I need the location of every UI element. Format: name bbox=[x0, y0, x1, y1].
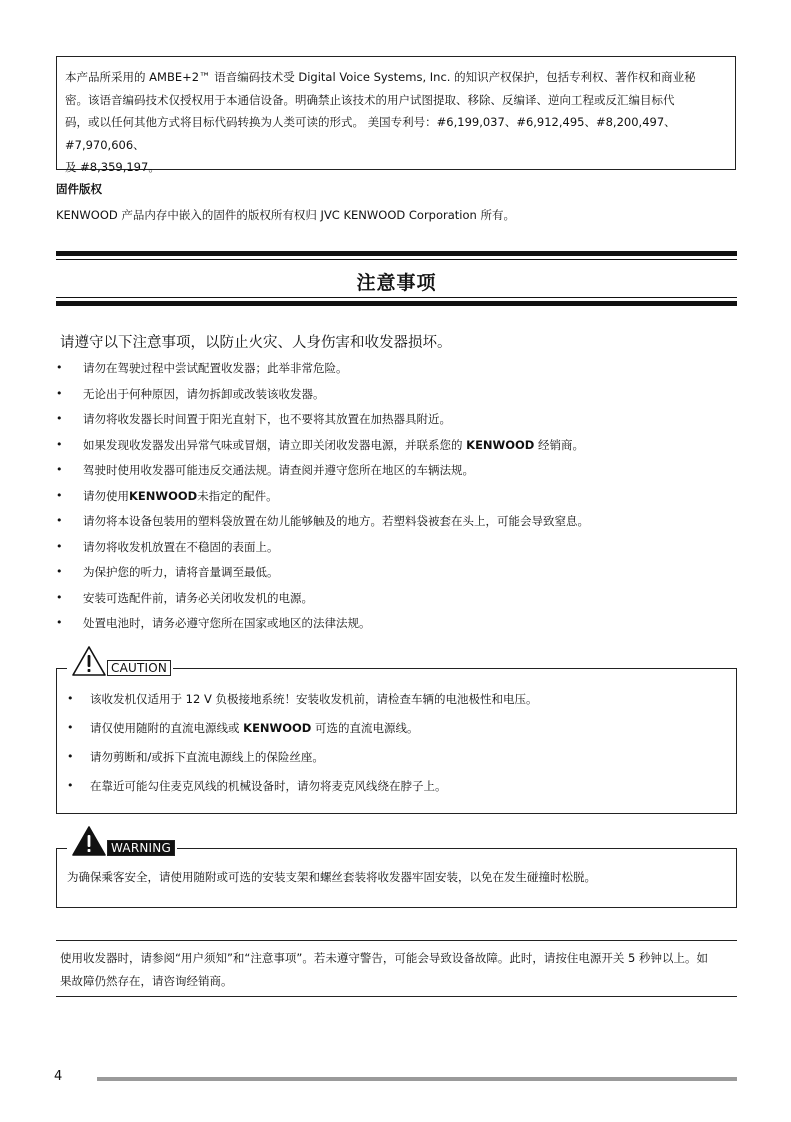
usage-note-text bbox=[60, 947, 737, 993]
safety-item-text: 请勿使用 bbox=[83, 488, 129, 503]
safety-item bbox=[56, 612, 589, 638]
bullet: • bbox=[56, 539, 63, 553]
safety-item-text: 请勿将收发机放置在不稳固的表面上。 bbox=[83, 539, 279, 554]
patent-line: 本产品所采用的 AMBE+2™ 语音编码技术受 Digital Voice Systems, Inc. 的知识产权保护，包括专利权、著作权和商业秘 bbox=[65, 70, 696, 84]
usage-note-line: 使用收发器时，请参阅“用户须知”和“注意事项”。若未遵守警告，可能会导致设备故障。此时，请按住电源开关 5 秒钟以上。如 bbox=[60, 951, 708, 965]
safety-item-text: 无论出于何种原因，请勿拆卸或改装该收发器。 bbox=[83, 386, 325, 401]
patent-line: 及 #8,359,197。 bbox=[65, 160, 160, 174]
safety-item-text: 驾驶时使用收发器可能违反交通法规。请查阅并遵守您所在地区的车辆法规。 bbox=[83, 463, 474, 477]
warning-triangle-icon bbox=[71, 825, 107, 857]
warning-label: WARNING bbox=[107, 840, 175, 856]
caution-item-text: 请仅使用随附的直流电源线或 bbox=[90, 721, 244, 735]
caution-item-text: 在靠近可能勾住麦克风线的机械设备时，请勿将麦克风线绕在脖子上。 bbox=[90, 779, 447, 793]
bullet: • bbox=[56, 463, 63, 476]
bullet: • bbox=[56, 565, 63, 578]
safety-list bbox=[56, 357, 589, 638]
patent-notice-text bbox=[65, 66, 727, 179]
warning-tab bbox=[67, 827, 177, 857]
bullet: • bbox=[56, 514, 63, 527]
caution-list bbox=[67, 688, 537, 804]
bullet: • bbox=[67, 779, 74, 792]
safety-item bbox=[56, 536, 589, 562]
section-title: 注意事项 bbox=[356, 272, 437, 294]
safety-intro: 请遵守以下注意事项，以防止火灾、人身伤害和收发器损坏。 bbox=[60, 335, 452, 351]
firmware-heading: 固件版权 bbox=[56, 182, 102, 196]
bullet: • bbox=[56, 590, 63, 604]
safety-item-text: 请勿将本设备包装用的塑料袋放置在幼儿能够触及的地方。若塑料袋被套在头上，可能会导致窒息。 bbox=[83, 514, 589, 528]
bullet: • bbox=[56, 412, 63, 425]
bullet: • bbox=[56, 616, 63, 629]
safety-item bbox=[56, 434, 589, 460]
safety-item bbox=[56, 485, 589, 511]
caution-tab bbox=[67, 647, 173, 677]
caution-item bbox=[67, 717, 537, 746]
safety-item bbox=[56, 459, 589, 485]
safety-item bbox=[56, 561, 589, 587]
caution-item bbox=[67, 746, 537, 775]
warning-box bbox=[56, 841, 737, 908]
bullet: • bbox=[56, 361, 63, 374]
divider bbox=[56, 251, 737, 256]
footer-bar bbox=[97, 1077, 737, 1081]
safety-item-text: 处置电池时，请务必遵守您所在国家或地区的法律法规。 bbox=[83, 616, 371, 630]
caution-item-text: 请勿剪断和/或拆下直流电源线上的保险丝座。 bbox=[90, 750, 324, 764]
safety-item-text: 如果发现收发器发出异常气味或冒烟，请立即关闭收发器电源，并联系您的 bbox=[83, 437, 467, 452]
firmware-text: KENWOOD 产品内存中嵌入的固件的版权所有权归 JVC KENWOOD Corporation 所有。 bbox=[56, 208, 515, 222]
caution-label: CAUTION bbox=[107, 660, 171, 676]
bullet: • bbox=[56, 386, 63, 400]
safety-item bbox=[56, 383, 589, 409]
page-number: 4 bbox=[54, 1069, 63, 1084]
caution-item-text: 该收发机仅适用于 12 V 负极接地系统！安装收发机前，请检查车辆的电池极性和电压。 bbox=[90, 692, 538, 706]
safety-item bbox=[56, 510, 589, 536]
patent-line: 码，或以任何其他方式将目标代码转换为人类可读的形式。 美国专利号：#6,199,037、#6,912,495、#8,200,497、 bbox=[65, 115, 676, 129]
safety-item-text: 为保护您的听力，请将音量调至最低。 bbox=[83, 565, 279, 579]
brand-name: KENWOOD bbox=[466, 437, 535, 452]
warning-text: 为确保乘客安全，请使用随附或可选的安装支架和螺丝套装将收发器牢固安装，以免在发生碰撞时松脱。 bbox=[67, 870, 596, 884]
usage-note-box bbox=[56, 940, 737, 997]
caution-box bbox=[56, 661, 737, 814]
safety-item-text: 安装可选配件前，请务必关闭收发机的电源。 bbox=[83, 590, 313, 605]
divider bbox=[56, 259, 737, 260]
bullet: • bbox=[67, 750, 74, 763]
caution-item bbox=[67, 775, 537, 804]
brand-name: KENWOOD bbox=[243, 721, 312, 735]
patent-line: 密。该语音编码技术仅授权用于本通信设备。明确禁止该技术的用户试图提取、移除、反编译、逆向工程或反汇编目标代 bbox=[65, 92, 675, 107]
safety-item-text: 经销商。 bbox=[534, 437, 584, 452]
divider bbox=[56, 297, 737, 298]
safety-item-text: 请勿在驾驶过程中尝试配置收发器；此举非常危险。 bbox=[83, 361, 348, 375]
safety-item-text: 请勿将收发器长时间置于阳光直射下，也不要将其放置在加热器具附近。 bbox=[83, 412, 451, 426]
caution-item bbox=[67, 688, 537, 717]
caution-item-text: 可选的直流电源线。 bbox=[311, 721, 419, 735]
bullet: • bbox=[67, 692, 74, 705]
caution-triangle-icon bbox=[71, 645, 107, 677]
patent-line: #7,970,606、 bbox=[65, 137, 145, 152]
usage-note-line: 果故障仍然存在，请咨询经销商。 bbox=[60, 974, 233, 988]
safety-item bbox=[56, 587, 589, 613]
bullet: • bbox=[56, 437, 63, 451]
divider bbox=[56, 301, 737, 306]
bullet: • bbox=[67, 721, 74, 734]
bullet: • bbox=[56, 488, 63, 502]
safety-item bbox=[56, 408, 589, 434]
brand-name: KENWOOD bbox=[129, 488, 198, 503]
section-title-band bbox=[56, 251, 737, 309]
patent-notice-box bbox=[56, 56, 736, 174]
safety-item bbox=[56, 357, 589, 383]
safety-item-text: 未指定的配件。 bbox=[197, 488, 278, 503]
